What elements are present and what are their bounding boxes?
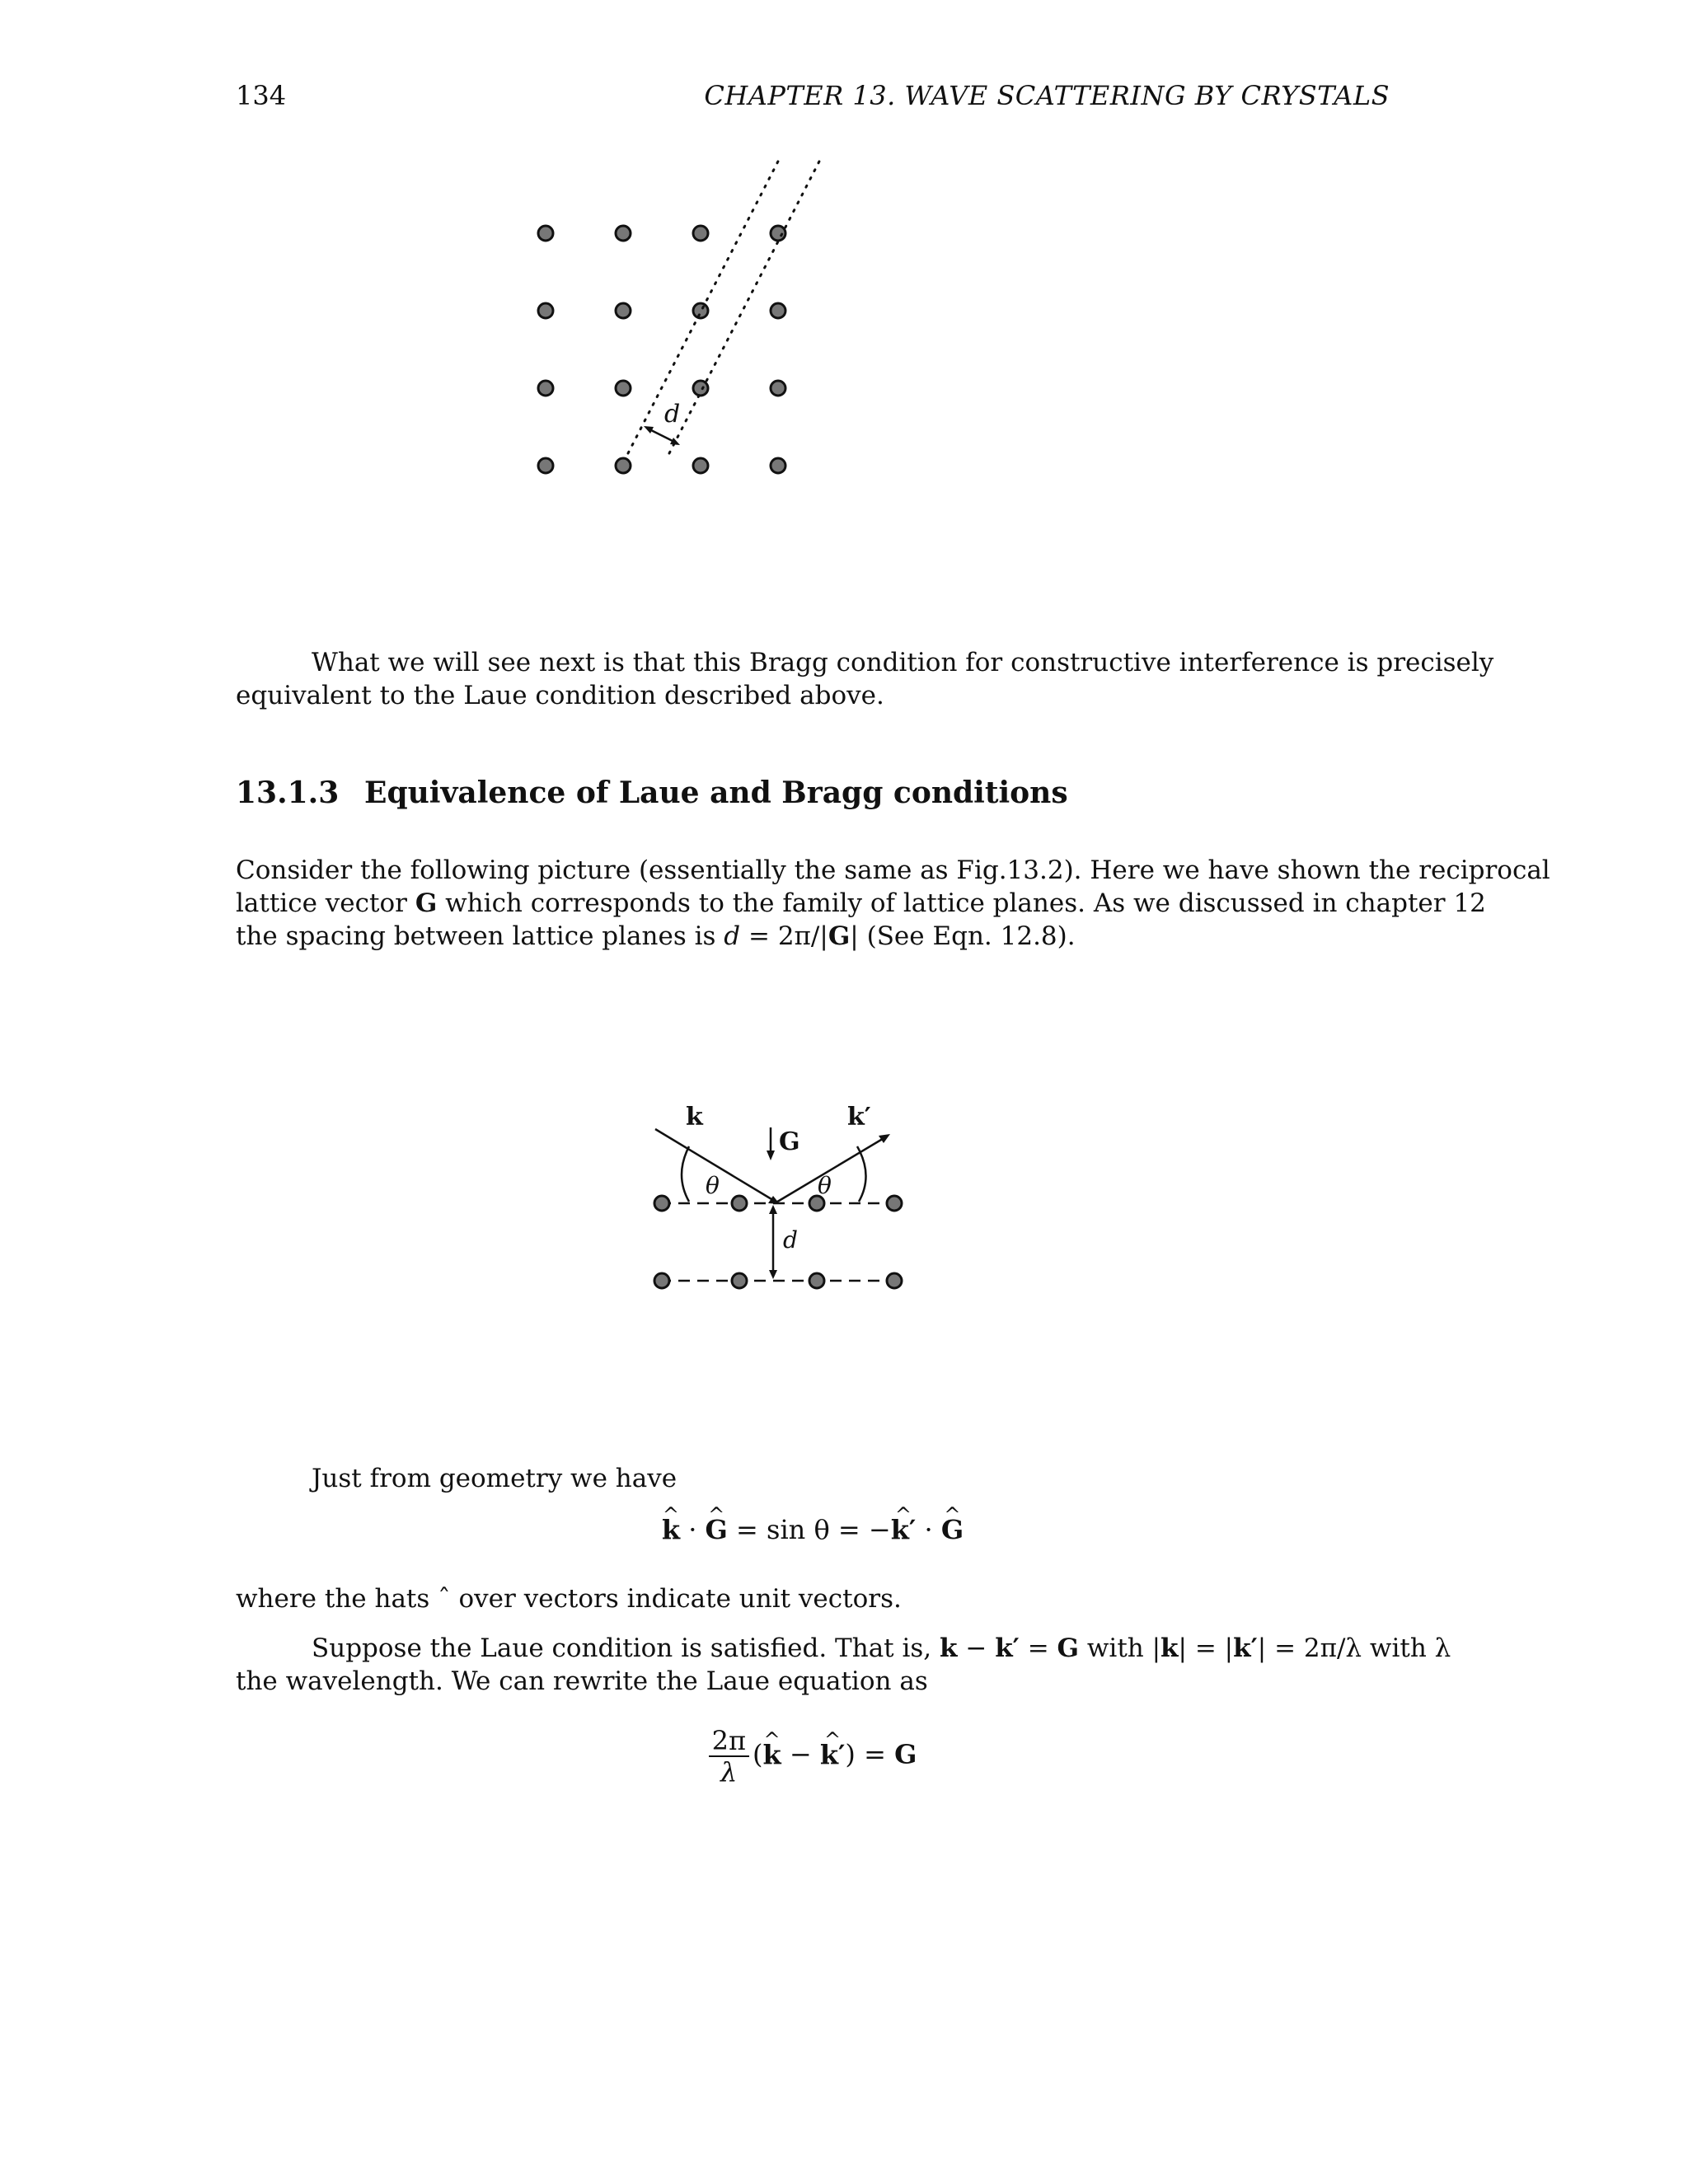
paragraph-bragg-equivalence [236,646,1494,712]
lattice-points [654,1196,902,1288]
lattice-plane-line-2 [669,155,823,453]
paragraph-geometry [236,1462,1390,1495]
dot-operator: · [680,1514,706,1545]
section-number: 13.1.3 [236,776,340,810]
text-run: which corresponds to the family of lattice planes. As we discussed in chapter 12 [437,888,1486,918]
fraction [709,1726,749,1787]
page-number: 134 [236,80,287,111]
text-run: | = | [1178,1633,1234,1663]
lattice-planes-figure [528,140,841,486]
vector-G: G [415,888,438,918]
text-run: Suppose the Laue condition is satisfied. That is, [312,1633,940,1663]
vector-k: k [1160,1633,1179,1663]
section-heading [236,775,1390,811]
equation-laue-rewritten [236,1726,1390,1787]
bragg-geometry-svg [635,1096,931,1310]
paragraph-line: Just from geometry we have [312,1464,678,1493]
k-label: k [686,1103,703,1132]
vector-G: G [894,1738,917,1770]
d-label: d [783,1226,798,1254]
G-arrowhead [767,1151,775,1160]
text-run: − [957,1633,996,1663]
k-prime-label: k′ [847,1103,871,1132]
k-prime-hat: k′ ^ [820,1738,846,1771]
bragg-geometry-figure [635,1096,931,1310]
vector-G: G [1057,1633,1080,1663]
text-run: lattice vector [236,888,415,918]
minus-operator: − [781,1738,820,1770]
spacing-arrowhead-down [769,1270,777,1279]
paren-close: ) = [845,1738,895,1770]
theta-arc-right [857,1146,866,1202]
paragraph-line [236,1632,1451,1665]
spacing-arrowhead-left [644,426,654,434]
text-run: | (See Eqn. 12.8). [850,921,1076,951]
G-hat: G ^ [706,1513,728,1546]
text-run: | = 2π/λ with λ [1257,1633,1451,1663]
spacing-arrow [648,429,676,443]
paragraph-consider-picture [236,854,1550,953]
theta-left-label: θ [706,1172,720,1199]
text-run: = 2π/| [740,921,828,951]
section-title: Equivalence of Laue and Bragg conditions [364,776,1068,810]
G-hat: G ^ [941,1513,964,1546]
paren-open: ( [753,1738,763,1770]
spacing-arrowhead-right [670,438,680,445]
fraction-numerator: 2π [709,1726,749,1757]
paragraph-line: What we will see next is that this Bragg condition for constructive interference is precisely [312,648,1494,677]
paragraph-line: equivalent to the Laue condition described above. [236,681,884,710]
paragraph-laue-condition [236,1632,1451,1698]
paragraph-hats [236,1582,1390,1615]
k-prime-hat: k′ ^ [891,1513,917,1546]
spacing-arrowhead-up [769,1205,777,1214]
text-run: with | [1079,1633,1161,1663]
dot-operator: · [916,1514,941,1545]
vector-k-prime: k′ [1233,1633,1258,1663]
vector-k-prime: k′ [995,1633,1020,1663]
G-label: G [779,1127,800,1156]
equation-unit-vectors [236,1513,1390,1546]
paragraph-line: Consider the following picture (essentially the same as Fig.13.2). Here we have shown the reciprocal [236,855,1550,885]
paragraph-line [236,887,1486,920]
text-run: = [1019,1633,1057,1663]
theta-right-label: θ [818,1172,832,1199]
symbol-d: d [724,921,741,951]
k-hat: k ^ [662,1513,680,1546]
vector-k: k [940,1633,958,1663]
vector-G: G [828,921,851,951]
paragraph-line: the wavelength. We can rewrite the Laue equation as [236,1666,928,1696]
theta-arc-left [682,1146,689,1202]
fraction-denominator: λ [720,1756,738,1788]
equation-middle: = sin θ = − [727,1514,891,1545]
lattice-planes-svg [528,140,841,486]
paragraph-line: where the hats ˆ over vectors indicate unit vectors. [236,1584,902,1614]
spacing-label: d [664,400,681,429]
text-run: the spacing between lattice planes is [236,921,724,951]
reflected-arrowhead [879,1134,890,1143]
paragraph-line [236,920,1390,953]
k-hat: k ^ [762,1738,781,1771]
chapter-title: CHAPTER 13. WAVE SCATTERING BY CRYSTALS [704,80,1390,111]
